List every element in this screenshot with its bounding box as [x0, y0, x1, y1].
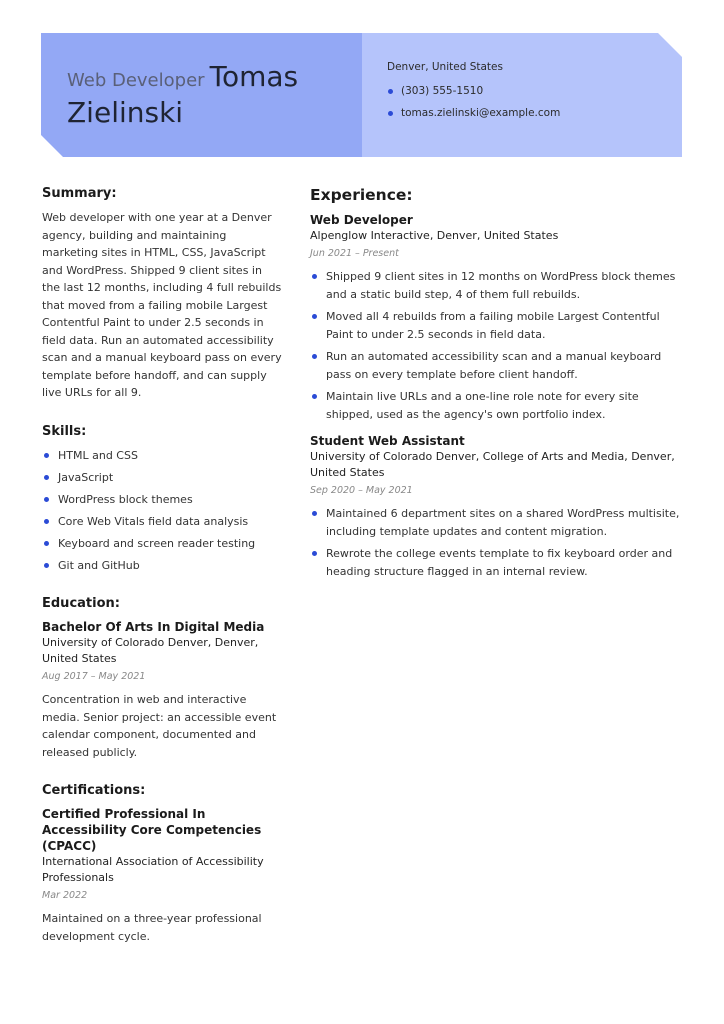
resume-header [41, 33, 682, 157]
job-bullet: Rewrote the college events template to fix keyboard order and heading structure flagged in an internal review. [310, 545, 682, 580]
job-bullet: Maintain live URLs and a one-line role note for every site shipped, used as the agency's own portfolio index. [310, 388, 682, 423]
job-entry [310, 212, 682, 423]
summary-section [42, 186, 282, 402]
phone: (303) 555-1510 [387, 85, 560, 97]
right-column [310, 186, 682, 590]
certification-issuer: International Association of Accessibility Professionals [42, 855, 264, 884]
job-date: Jun 2021 – Present [310, 248, 399, 259]
skill-item: HTML and CSS [42, 447, 282, 465]
summary-title: Summary: [42, 186, 117, 201]
skill-item: Keyboard and screen reader testing [42, 535, 282, 553]
degree: Bachelor Of Arts In Digital Media [42, 620, 265, 634]
skills-list [42, 447, 282, 575]
job-title: Student Web Assistant [310, 434, 465, 448]
job-date: Sep 2020 – May 2021 [310, 485, 413, 496]
role-title: Web Developer [67, 70, 205, 91]
skill-item: WordPress block themes [42, 491, 282, 509]
job-org: Alpenglow Interactive, Denver, United States [310, 229, 559, 242]
left-column [42, 186, 282, 967]
education-date: Aug 2017 – May 2021 [42, 671, 146, 682]
skill-item: JavaScript [42, 469, 282, 487]
email: tomas.zielinski@example.com [387, 107, 560, 119]
job-bullets [310, 268, 682, 423]
job-bullets [310, 505, 682, 580]
location: Denver, United States [387, 61, 503, 73]
education-text: Concentration in web and interactive media. Senior project: an accessible event calendar component, documented and released publicly. [42, 693, 277, 759]
certifications-section [42, 783, 282, 945]
school: University of Colorado Denver, Denver, United States [42, 636, 259, 665]
education-title: Education: [42, 596, 120, 611]
skill-item: Core Web Vitals field data analysis [42, 513, 282, 531]
summary-text: Web developer with one year at a Denver agency, building and maintaining marketing sites in HTML, CSS, JavaScript and WordPress. Shipped 9 client sites in the last 12 months, including 4 full rebuilds that moved from a failing mobile Largest Contentful Paint to under 2.5 seconds in field data. Run an automated accessibility scan and a manual keyboard pass on every template before handoff, and can supply live URLs for all 9. [42, 211, 282, 399]
experience-title: Experience: [310, 186, 413, 204]
job-bullet: Maintained 6 department sites on a shared WordPress multisite, including template updates and content migration. [310, 505, 682, 540]
certification-date: Mar 2022 [42, 890, 88, 901]
skills-section [42, 424, 282, 575]
skill-item: Git and GitHub [42, 557, 282, 575]
job-bullet: Shipped 9 client sites in 12 months on WordPress block themes and a static build step, 4 of them full rebuilds. [310, 268, 682, 303]
certification-text: Maintained on a three-year professional development cycle. [42, 912, 262, 943]
job-org: University of Colorado Denver, College of Arts and Media, Denver, United States [310, 450, 675, 479]
candidate-name: Tomas Zielinski [67, 60, 299, 129]
job-entry [310, 433, 682, 580]
job-title: Web Developer [310, 213, 413, 227]
certification-name: Certified Professional In Accessibility Core Competencies (CPACC) [42, 807, 262, 853]
contact-info [387, 61, 560, 129]
job-bullet: Moved all 4 rebuilds from a failing mobile Largest Contentful Paint to under 2.5 seconds in field data. [310, 308, 682, 343]
skills-title: Skills: [42, 423, 87, 439]
name-block [67, 61, 357, 133]
job-bullet: Run an automated accessibility scan and a manual keyboard pass on every template before client handoff. [310, 348, 682, 383]
education-section [42, 596, 282, 761]
certifications-title: Certifications: [42, 783, 146, 798]
